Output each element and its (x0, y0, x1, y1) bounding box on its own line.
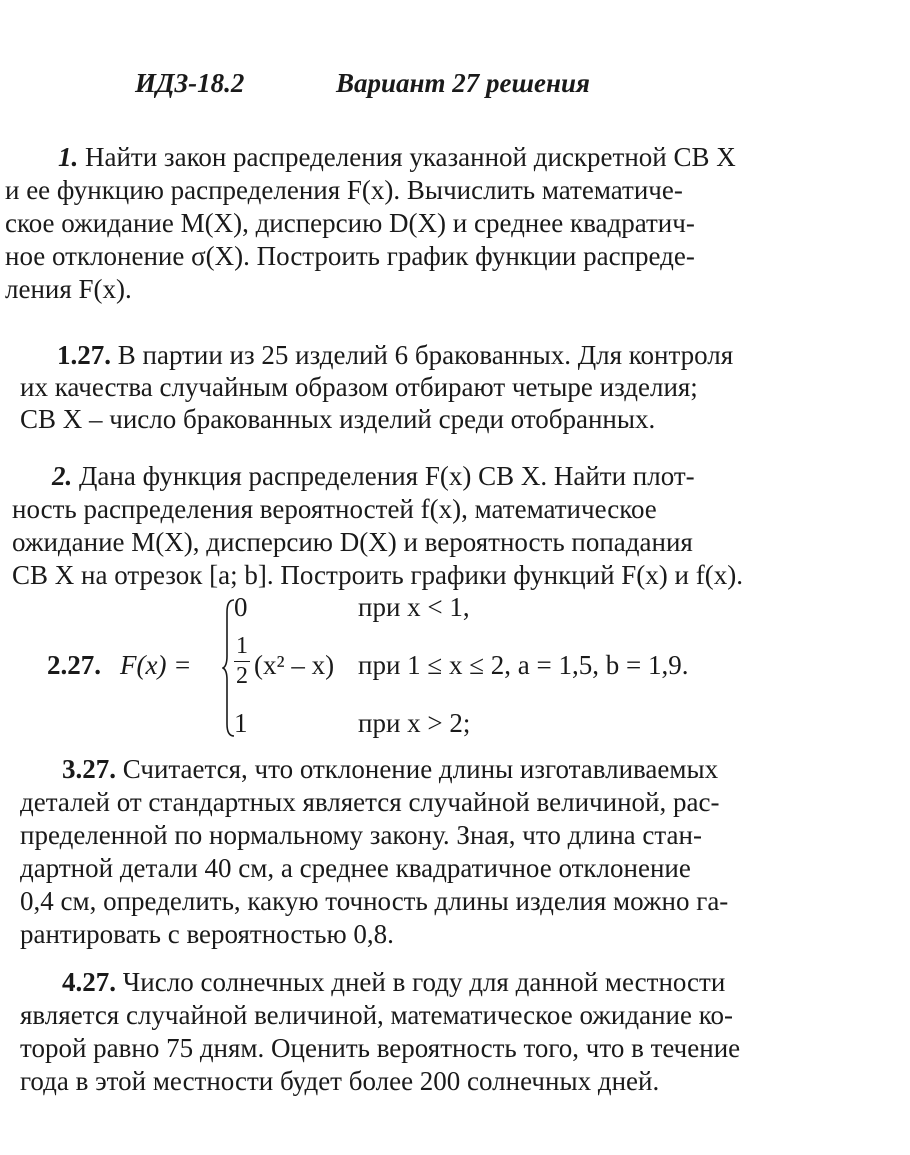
problem-4-27-line-1: 4.27. Число солнечных дней в году для данной местности (62, 967, 726, 997)
problem-2-27-formula (0, 590, 910, 750)
case-2-fraction (234, 632, 250, 690)
problem-3-27-number: 3.27. (62, 754, 116, 784)
problem-4-27-line-2: является случайной величиной, математическое ожидание ко- (20, 1000, 733, 1030)
header-code: ИДЗ-18.2 (135, 68, 245, 98)
problem-1-27-line-3: СВ X – число бракованных изделий среди отобранных. (20, 404, 656, 434)
problem-1-27-number: 1.27. (57, 340, 111, 370)
task-1-line-1: 1. Найти закон распределения указанной дискретной СВ X (58, 142, 736, 172)
case-1-condition: при x < 1, (358, 592, 470, 622)
problem-3-27-line-6: рантировать с вероятностью 0,8. (20, 919, 394, 949)
problem-2-27-number: 2.27. (47, 650, 101, 680)
task-1-line-5: ления F(x). (5, 274, 132, 304)
case-2-condition: при 1 ≤ x ≤ 2, a = 1,5, b = 1,9. (358, 650, 689, 680)
problem-3-27-line-1: 3.27. Считается, что отклонение длины изготавливаемых (62, 754, 719, 784)
task-1-line-4: ное отклонение σ(X). Построить график функции распреде- (5, 241, 695, 271)
fraction-denominator: 2 (236, 663, 248, 689)
case-3-condition: при x > 2; (358, 708, 471, 738)
problem-3-27-line-3: пределенной по нормальному закону. Зная, что длина стан- (20, 820, 702, 850)
problem-4-27-line-3: торой равно 75 дням. Оценить вероятность того, что в течение (20, 1033, 741, 1063)
task-1-line-2: и ее функцию распределения F(x). Вычислить математиче- (5, 175, 683, 205)
task-2-line-1: 2. Дана функция распределения F(x) СВ X. Найти плот- (52, 461, 695, 491)
problem-1-27-line-1: 1.27. В партии из 25 изделий 6 бракованных. Для контроля (57, 340, 734, 370)
header-variant: Вариант 27 решения (336, 68, 590, 98)
problem-4-27-line-4: года в этой местности будет более 200 солнечных дней. (20, 1066, 660, 1096)
case-2-expression: (x² – x) (254, 650, 335, 680)
problem-4-27-number: 4.27. (62, 967, 116, 997)
task-2-line-3: ожидание M(X), дисперсию D(X) и вероятность попадания (12, 527, 693, 557)
problem-3-27-line-4: дартной детали 40 см, а среднее квадратичное отклонение (20, 853, 691, 883)
task-2-number: 2. (52, 461, 73, 491)
task-1-number: 1. (58, 142, 79, 172)
problem-3-27-line-2: деталей от стандартных является случайной величиной, рас- (20, 787, 720, 817)
formula-lhs: F(x) = (120, 650, 192, 680)
problem-3-27-line-5: 0,4 см, определить, какую точность длины изделия можно га- (20, 886, 729, 916)
task-1-line-3: ское ожидание M(X), дисперсию D(X) и среднее квадратич- (5, 208, 695, 238)
problem-1-27-line-2: их качества случайным образом отбирают четыре изделия; (20, 372, 698, 402)
case-1-value: 0 (234, 592, 248, 622)
task-2-line-4: СВ X на отрезок [a; b]. Построить графики функций F(x) и f(x). (12, 560, 743, 590)
task-2-line-2: ность распределения вероятностей f(x), математическое (12, 494, 657, 524)
fraction-numerator: 1 (234, 632, 250, 662)
case-3-value: 1 (234, 708, 248, 738)
